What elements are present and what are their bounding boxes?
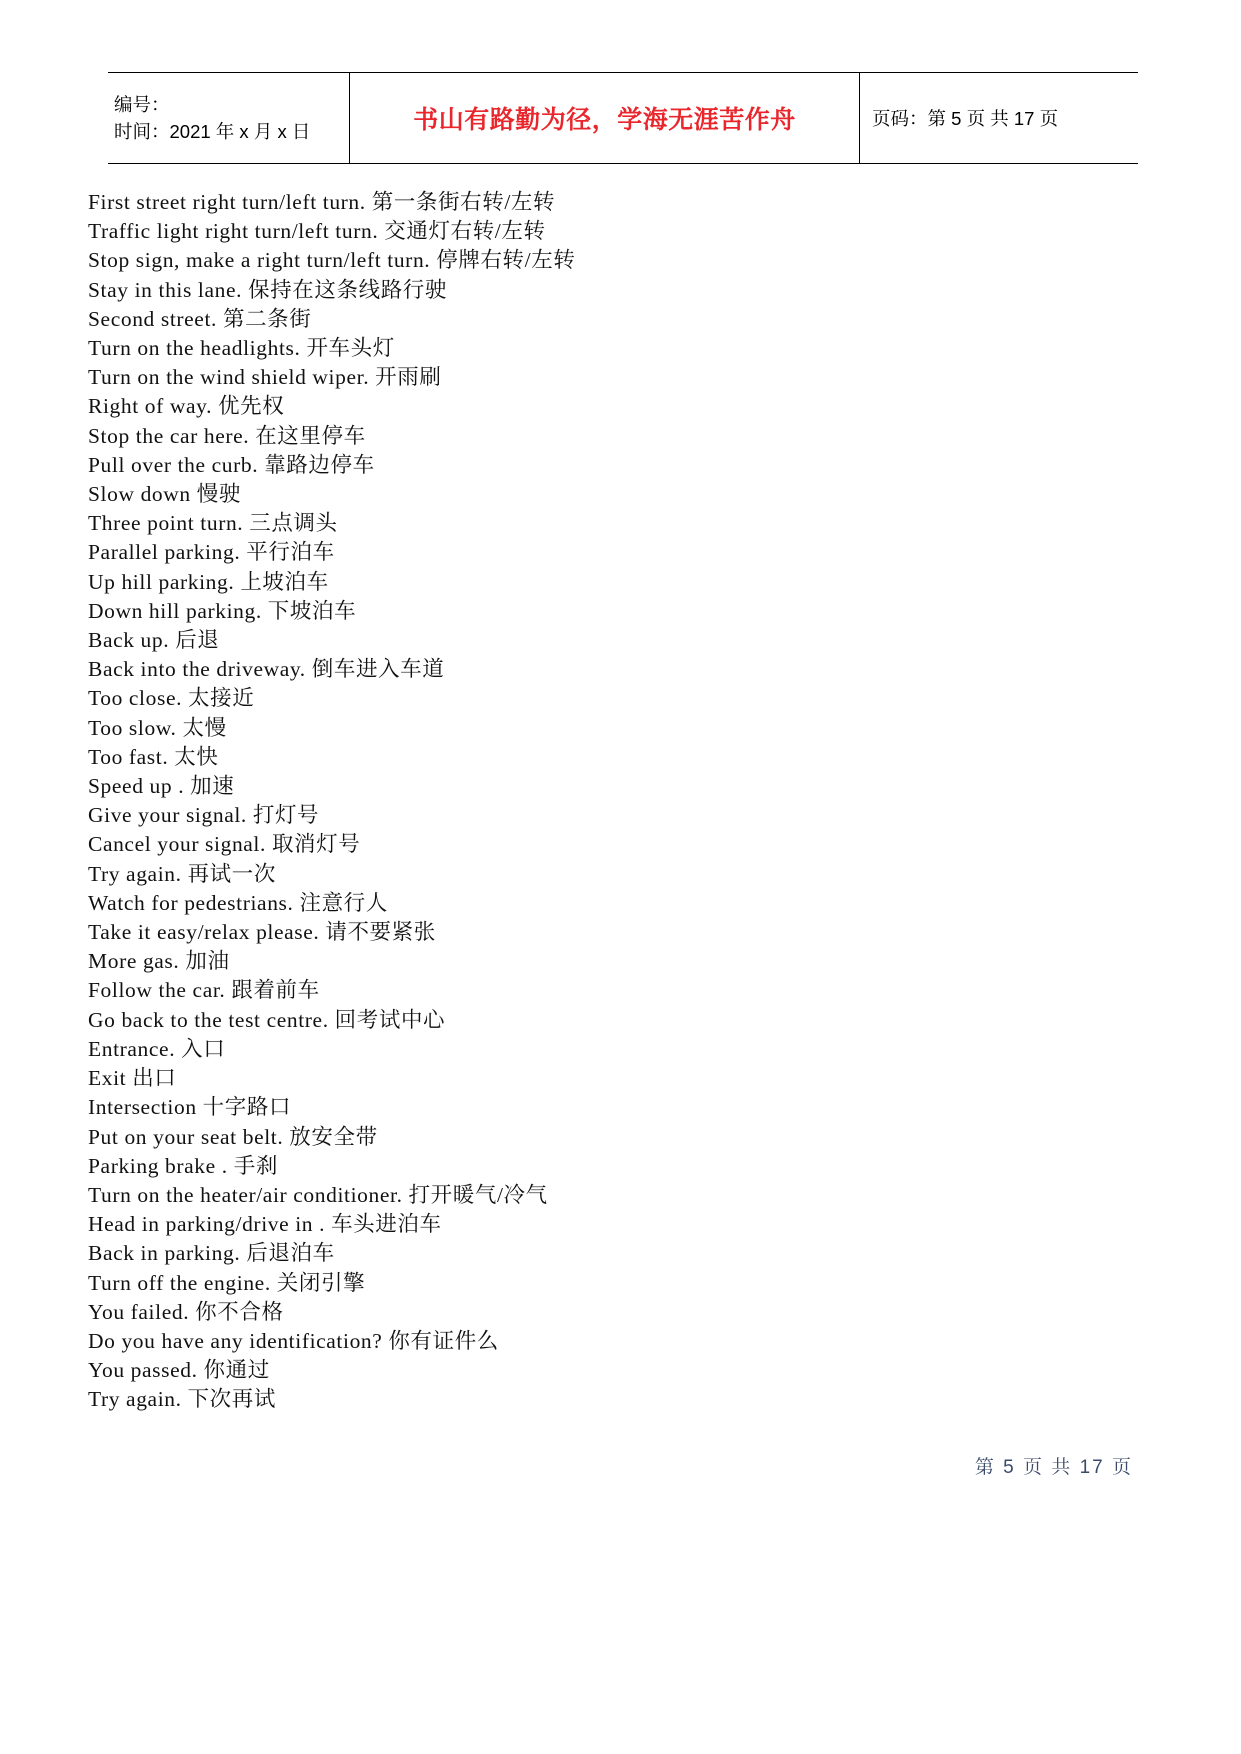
list-item: Take it easy/relax please. 请不要紧张: [88, 920, 436, 945]
list-item: Try again. 下次再试: [88, 1387, 276, 1412]
list-item: Back into the driveway. 倒车进入车道: [88, 657, 445, 682]
list-item: More gas. 加油: [88, 949, 230, 974]
list-item: Speed up . 加速: [88, 774, 235, 799]
list-item: Go back to the test centre. 回考试中心: [88, 1007, 446, 1032]
list-item: Traffic light right turn/left turn. 交通灯右转/左转: [88, 219, 546, 244]
list-item: Cancel your signal. 取消灯号: [88, 832, 361, 857]
list-item: Turn on the heater/air conditioner. 打开暖气/冷气: [88, 1182, 548, 1207]
header-left-cell: [108, 73, 350, 163]
list-item: Follow the car. 跟着前车: [88, 978, 320, 1003]
list-item: Parallel parking. 平行泊车: [88, 540, 335, 565]
header-page-label: 页码：第 5 页 共 17 页: [872, 108, 1059, 129]
list-item: Put on your seat belt. 放安全带: [88, 1124, 378, 1149]
list-item: Too close. 太接近: [88, 686, 255, 711]
page-header: [108, 72, 1138, 164]
list-item: Intersection 十字路口: [88, 1095, 292, 1120]
list-item: Parking brake . 手刹: [88, 1153, 278, 1178]
list-item: Watch for pedestrians. 注意行人: [88, 890, 388, 915]
list-item: Entrance. 入口: [88, 1036, 226, 1061]
list-item: Try again. 再试一次: [88, 861, 276, 886]
list-item: Back up. 后退: [88, 628, 220, 653]
list-item: You passed. 你通过: [88, 1358, 270, 1383]
header-id-label: 编号：: [114, 94, 170, 115]
list-item: Stop sign, make a right turn/left turn. 停牌右转/左转: [88, 248, 576, 273]
list-item: Stay in this lane. 保持在这条线路行驶: [88, 277, 447, 302]
list-item: Do you have any identification? 你有证件么: [88, 1328, 499, 1353]
list-item: Give your signal. 打灯号: [88, 803, 320, 828]
list-item: Too slow. 太慢: [88, 715, 227, 740]
page-footer: 第 5 页 共 17 页: [974, 1457, 1133, 1478]
header-slogan-cell: [350, 73, 860, 163]
list-item: Down hill parking. 下坡泊车: [88, 598, 357, 623]
list-item: First street right turn/left turn. 第一条街右转/左转: [88, 190, 556, 214]
list-item: You failed. 你不合格: [88, 1299, 284, 1324]
list-item: Second street. 第二条街: [88, 306, 312, 331]
list-item: Three point turn. 三点调头: [88, 511, 338, 536]
list-item: Slow down 慢驶: [88, 482, 241, 507]
phrase-list: [88, 188, 1128, 1415]
list-item: Turn on the headlights. 开车头灯: [88, 336, 395, 361]
header-time-label: 时间：2021 年 x 月 x 日: [114, 121, 311, 142]
list-item: Up hill parking. 上坡泊车: [88, 569, 329, 594]
header-page-cell: [860, 73, 1138, 163]
list-item: Head in parking/drive in . 车头进泊车: [88, 1212, 442, 1237]
list-item: Too fast. 太快: [88, 744, 219, 769]
list-item: Exit 出口: [88, 1066, 177, 1091]
list-item: Back in parking. 后退泊车: [88, 1241, 335, 1266]
header-slogan: 书山有路勤为径，学海无涯苦作舟: [413, 106, 796, 134]
list-item: Turn on the wind shield wiper. 开雨刷: [88, 365, 442, 390]
list-item: Right of way. 优先权: [88, 394, 285, 419]
list-item: Pull over the curb. 靠路边停车: [88, 452, 375, 477]
list-item: Turn off the engine. 关闭引擎: [88, 1270, 366, 1295]
list-item: Stop the car here. 在这里停车: [88, 423, 366, 448]
